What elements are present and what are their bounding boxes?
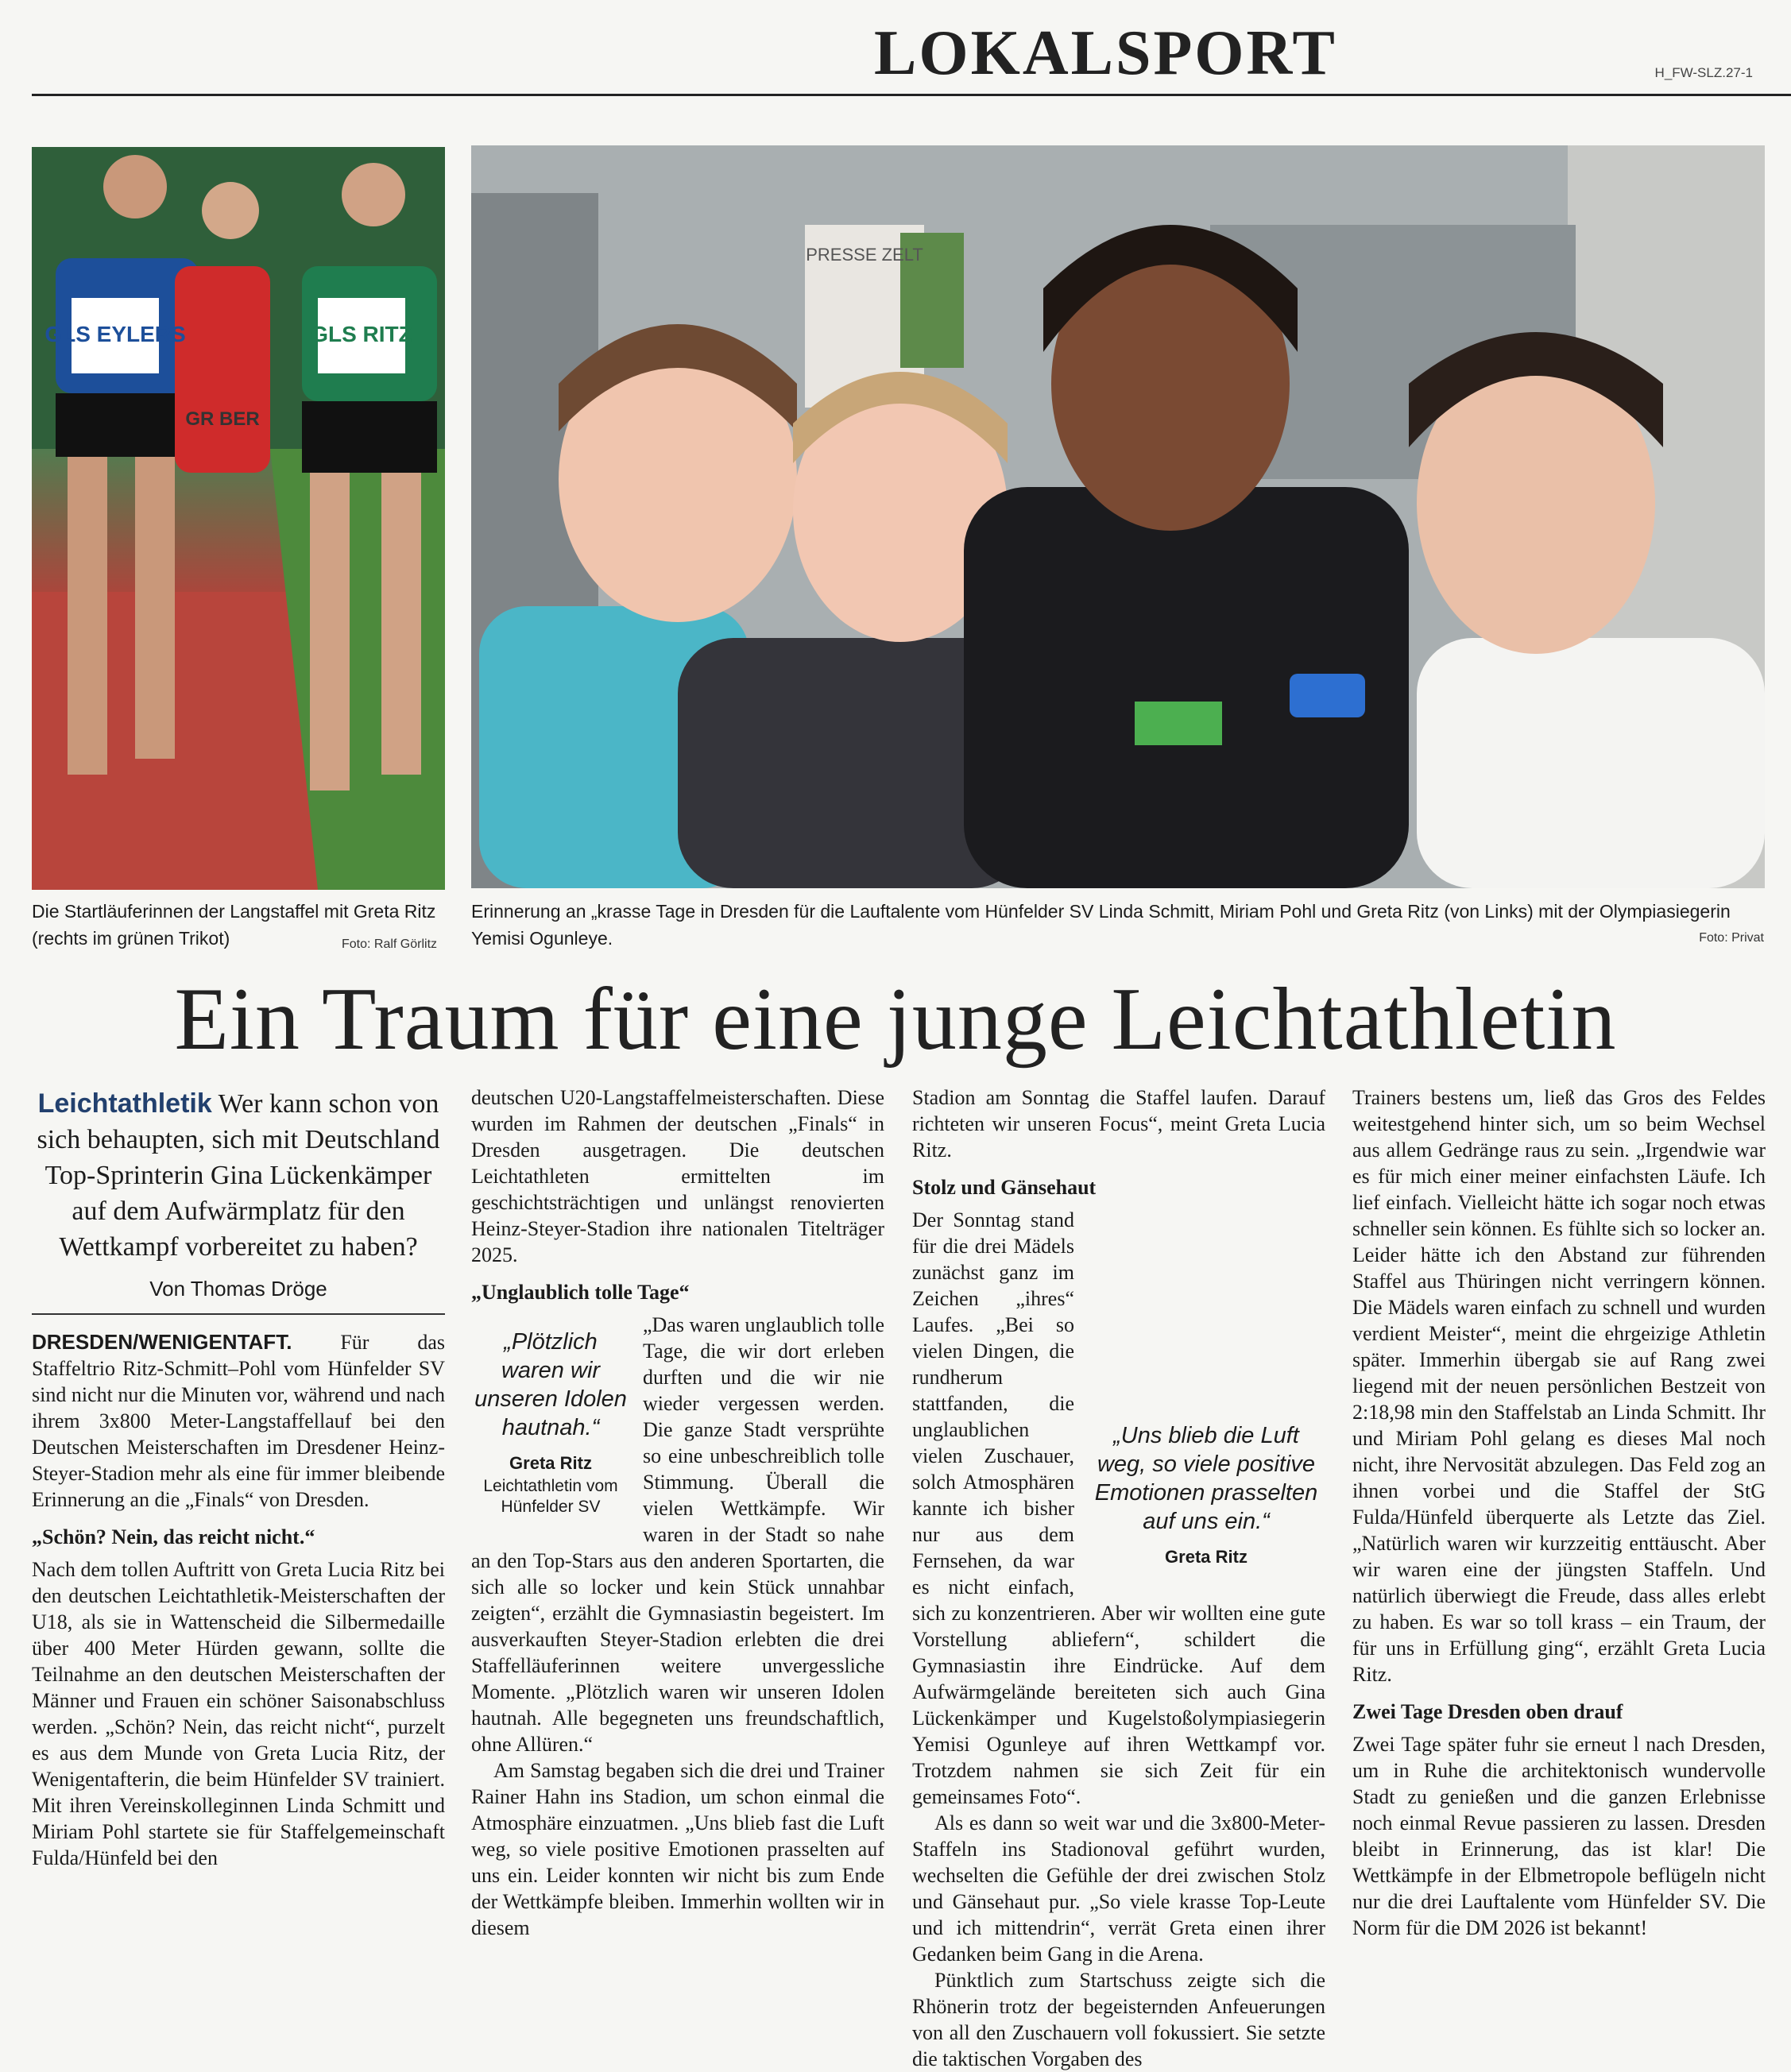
pullquote-2-name: Greta Ritz [1165,1547,1248,1567]
teaser [32,1086,445,1265]
pullquote-2-text: „Uns blieb die Luft weg, so viele positive Emotionen prasselten auf uns ein.“ [1094,1423,1318,1534]
paragraph-9: Pünktlich zum Startschuss zeigte sich die Rhönerin trotz der begeisternden Anfeuerungen von all den Zuschauern voll fokussiert. Sie setzte die taktischen Vorgaben des [912,1969,1325,2070]
pullquote-2 [1087,1421,1325,1570]
sign-text: PRESSE ZELT [806,245,923,265]
photo-relay-runners [32,147,445,890]
paragraph-11: Zwei Tage später fuhr sie erneut l nach Dresden, um in Ruhe die architektonisch wundervolle Stadt zu genießen und die ganzen Erlebnisse noch einmal Revue passieren zu lassen. Dresden bleibt in Erinnerung, das ist klar! Die Wettkämpfe in der Elbmetropole beflügeln nicht nur die drei Lauftalente vom Hünfelder SV. Die Norm für die DM 2026 ist bekannt! [1352,1733,1766,1939]
pullquote-1 [471,1328,630,1517]
paragraph-3: deutschen U20-Langstaffelmeisterschaften. Diese wurden im Rahmen der deutschen „Finals“ in Dresden ausgetragen. Die deutschen Leichtathleten ermittelten im geschichtsträchtigen und unlängst renovierten Heinz-Steyer-Stadion ihre nationalen Titelträger 2025. [471,1086,884,1266]
teaser-text: Wer kann schon von sich behaupten, sich mit Deutschland Top-Sprinterin Gina Lückenkämper auf dem Aufwärmplatz für den Wettkampf vorbereitet zu haben? [37,1089,440,1262]
paragraph-2: Nach dem tollen Auftritt von Greta Lucia Ritz bei den deutschen Leichtathletik-Meisterschaften der U18, als sie in Wattenscheid die Silbermedaille über 400 Meter Hürden gewann, sollte die Teilnahme an den deutschen Meisterschaften der Männer und Frauen ein schöner Saisonabschluss werden. „Schön? Nein, das reicht nicht“, purzelt es aus dem Munde von Greta Lucia Ritz, der Wenigentafterin, die beim Hünfelder SV trainiert. Mit ihren Vereinskolleginnen Linda Schmitt und Miriam Pohl startete sie für Staffelgemeinschaft Fulda/Hünfeld bei den [32,1558,445,1869]
subhead-2: „Unglaublich tolle Tage“ [471,1281,690,1304]
photo-group-athletes [471,145,1765,888]
credit-relay: Foto: Ralf Görlitz [342,937,438,951]
pullquote-1-name: Greta Ritz [509,1453,592,1473]
byline: Von Thomas Dröge [32,1276,445,1315]
article-column-1 [32,1084,445,1871]
pullquote-1-role: Leichtathletin vom Hünfelder SV [483,1477,618,1516]
subhead-3: Stolz und Gänsehaut [912,1176,1097,1199]
paragraph-8: Als es dann so weit war und die 3x800-Meter-Staffeln ins Stadionoval geführt wurden, wechselten die Gefühle der drei zwischen Stolz und Gänsehaut pur. „So viele krasse Top-Leute und ich mittendrin“, verrät Greta einen ihrer Gedanken beim Gang in die Arena. [912,1811,1325,1966]
group-illustration [471,145,1765,888]
paragraph-7: Der Sonntag stand für die drei Mädels zunächst ganz im Zeichen „ihres“ Laufes. „Bei so vielen Dingen, die rundherum stattfanden, die unglaublichen vielen Zuschauer, solch Atmosphären kannte ich bisher nur aus dem Fernsehen, da war es nicht einfach, sich zu konzentrieren. Aber wir wollten eine gute Vorstellung abliefern“, schildert die Gymnasiastin ihre Eindrücke. Auf dem Aufwärmgelände bereiteten sich auch Gina Lückenkämper und Kugelstoßolympiasiegerin Yemisi Ogunleye auf ihren Wettkampf vor. Trotzdem nahmen sie sich Zeit für ein gemeinsames Foto“. [912,1208,1325,1808]
dateline: DRESDEN/WENIGENTAFT. [32,1330,292,1354]
teaser-kicker: Leichtathletik [37,1088,212,1119]
bib-middle: GR BER [185,408,260,430]
credit-group: Foto: Privat [1699,931,1764,945]
subhead-1: „Schön? Nein, das reicht nicht.“ [32,1525,315,1548]
section-title: LOKALSPORT [874,18,1337,88]
paragraph-5: Am Samstag begaben sich die drei und Trainer Rainer Hahn ins Stadion, um schon einmal die Atmosphäre einzuatmen. „Uns blieb fast die Luft weg, so viele positive Emotionen prasselten auf uns ein. Leider konnten wir nicht bis zum Ende der Wettkämpfe bleiben. Immerhin wollten wir in diesem [471,1759,884,1939]
paragraph-10: Trainers bestens um, ließ das Gros des Feldes weitestgehend hinter sich, um so beim Wechsel aus allem Gedränge raus zu sein. „Irgendwie war es für mich einer meiner einfachsten Läufe. Ich lief einfach. Vielleicht hätte ich sogar noch etwas schneller sein können. Es fühlte sich so locker an. Leider hätte ich den Abstand zur führenden Staffel aus Thüringen nicht verringern können. Die Mädels waren einfach zu schnell und wurden verdient Meister“, meint die ehrgeizige Athletin später. Immerhin übergab sie auf Rang zwei liegend mit der neuen persönlichen Bestzeit von 2:18,98 min den Staffelstab an Linda Schmitt. Ihr und Miriam Pohl gelang es dieses Mal noch nicht, ihre Nervosität abzulegen. Das Feld zog an ihnen vorbei und die Staffel der StG Fulda/Hünfeld überquerte als Letzte das Ziel. „Natürlich waren wir kurzzeitig enttäuscht. Aber wir waren eine der jüngsten Staffeln. Und natürlich überwiegt die Freude, dass alles erlebt zu haben. Es war so toll krass – ein Traum, der für uns in Erfüllung ging“, erzählt Greta Lucia Ritz. [1352,1086,1766,1686]
bib-right: GLS RITZ [311,322,412,346]
pullquote-1-text: „Plötzlich waren wir unseren Idolen hautnah.“ [474,1329,627,1440]
lead-paragraph [32,1329,445,1513]
bib-left: GLS EYLERS [44,322,186,346]
headline: Ein Traum für eine junge Leichtathletin [174,970,1617,1069]
lead-text: Für das Staffeltrio Ritz-Schmitt–Pohl vom Hünfelder SV sind nicht nur die Minuten vor, während und nach ihrem 3x800 Meter-Langstaffellauf bei den Deutschen Meisterschaften im Dresdener Heinz-Steyer-Stadion mehr als eine für immer bleibende Erinnerung an die „Finals“ von Dresden. [32,1331,446,1511]
paragraph-4: „Das waren unglaublich tolle Tage, die wir dort erleben durften und die wir nie wieder vergessen werden. Die ganze Stadt versprühte so eine unbeschreiblich tolle Stimmung. Überall die vielen Wettkämpfe. Wir waren in der Stadt so nahe an den Top-Stars aus den anderen Sportarten, die sich alle so locker und kein Stück unnahbar zeigten“, erzählt die Gymnasiastin begeistert. Im ausverkauften Steyer-Stadion erlebten die drei Staffelläuferinnen weitere unvergessliche Momente. „Plötzlich waren wir unseren Idolen hautnah. Alle begegneten uns freundschaftlich, ohne Allüren.“ [471,1313,884,1756]
article-column-4 [1352,1084,1766,1941]
header-rule [32,94,1791,96]
paragraph-6: Stadion am Sonntag die Staffel laufen. Darauf richteten wir unseren Focus“, meint Greta Lucia Ritz. [912,1086,1325,1162]
caption-relay: Die Startläuferinnen der Langstaffel mit Greta Ritz (rechts im grünen Trikot) [32,901,436,949]
article-column-3 [912,1084,1325,2072]
subhead-4: Zwei Tage Dresden oben drauf [1352,1700,1623,1723]
relay-illustration [32,147,445,890]
caption-group: Erinnerung an „krasse Tage in Dresden für die Lauftalente vom Hünfelder SV Linda Schmitt, Miriam Pohl und Greta Ritz (von Links) mit der Olympiasiegerin Yemisi Ogunleye. [471,901,1731,949]
page-code: H_FW-SLZ.27-1 [1654,65,1753,80]
article-column-2 [471,1084,884,1941]
